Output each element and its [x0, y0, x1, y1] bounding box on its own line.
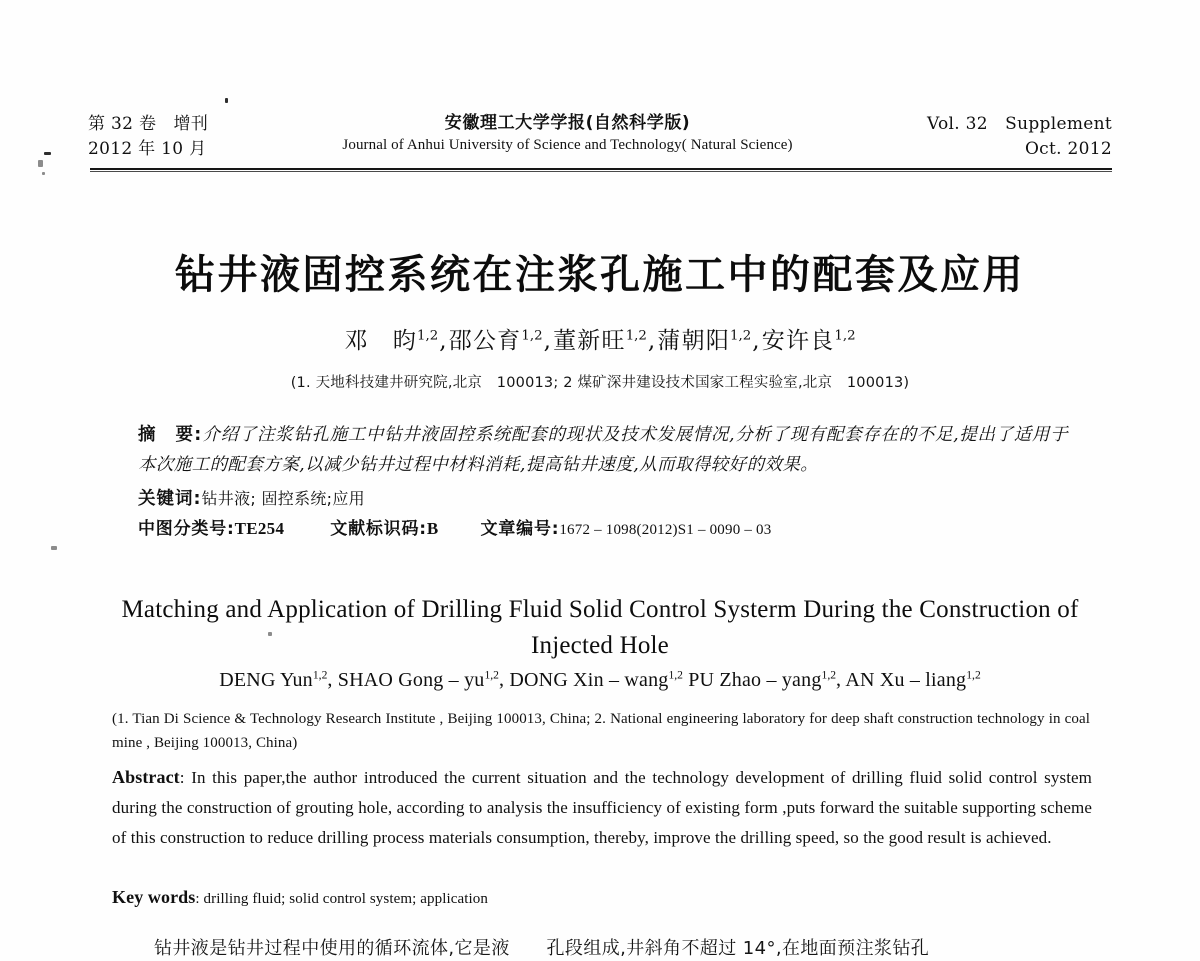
author-name-en: DENG Yun [219, 668, 313, 691]
keywords-text-cn: 钻井液; 固控系统;应用 [201, 489, 365, 508]
author-separator: , [498, 668, 510, 691]
author-name-en: SHAO Gong – yu [337, 668, 485, 691]
clc-value: TE254 [234, 519, 285, 538]
journal-name-en: Journal of Anhui University of Science and Technology( Natural Science) [342, 137, 793, 154]
scan-speck [225, 98, 228, 103]
author-affil-marker: 1,2 [668, 668, 683, 681]
affiliation-en: (1. Tian Di Science & Technology Research Institute , Beijing 100013, China; 2. National engineering laboratory for deep shaft construction technology in coal mine , Beijing 100013, China) [112, 711, 1090, 751]
author-entry [657, 328, 751, 354]
abstract-label-cn: 摘 要: [138, 425, 203, 445]
journal-name-cn: 安徽理工大学学报(自然科学版) [444, 113, 691, 133]
abstract-cn [138, 420, 1068, 480]
abstract-label-en: Abstract [112, 767, 180, 787]
author-separator: , [836, 668, 846, 691]
author-entry [344, 328, 438, 354]
date-line-cn: 2012 年 10 月 [88, 138, 207, 159]
header-divider-thin [90, 171, 1112, 172]
scan-speck [51, 546, 57, 550]
abstract-text-cn: 介绍了注浆钻孔施工中钻井液固控系统配套的现状及技术发展情况,分析了现有配套存在的不足,提出了适用于本次施工的配套方案,以减少钻井过程中材料消耗,提高钻井速度,从而取得较好的效果。 [138, 425, 1068, 475]
scan-speck [42, 172, 45, 175]
author-affil-marker: 1,2 [834, 328, 856, 344]
page-title: 钻井液固控系统在注浆孔施工中的配套及应用 [175, 252, 1025, 298]
author-entry-en [688, 669, 836, 691]
author-entry-en [509, 669, 683, 691]
scan-speck [44, 152, 51, 155]
document-code-label: 文献标识码: [330, 519, 427, 539]
volume-line-en: Vol. 32 Supplement [926, 114, 1112, 134]
author-name: 安许良 [761, 328, 835, 354]
journal-title-block [216, 112, 919, 155]
author-name: 董新旺 [553, 328, 626, 354]
author-affil-marker: 1,2 [966, 668, 981, 681]
running-head [88, 112, 1112, 161]
page-title-en: Matching and Application of Drilling Fluid Solid Control Systerm During the Construction of Injected Hole [121, 596, 1079, 659]
body-text-clipped [112, 936, 1092, 961]
author-name: 蒲朝阳 [657, 328, 731, 354]
author-name: 邵公育 [448, 328, 522, 354]
author-entry [449, 328, 543, 354]
classification-row [138, 515, 1068, 544]
chinese-abstract-block [138, 420, 1068, 544]
keywords-text-en: : drilling fluid; solid control system; application [195, 891, 488, 907]
author-separator: , [327, 668, 338, 691]
author-affil-marker: 1,2 [521, 328, 543, 344]
clc-label: 中图分类号: [138, 519, 235, 539]
body-first-line: 钻井液是钻井过程中使用的循环流体,它是液 孔段组成,井斜角不超过 14°,在地面预注浆钻孔 [154, 938, 930, 959]
abstract-en [112, 762, 1092, 853]
author-list-cn [0, 322, 1200, 355]
author-affil-marker: 1,2 [484, 668, 499, 681]
date-line-en: Oct. 2012 [1024, 138, 1112, 159]
author-name: 邓 昀 [344, 328, 418, 354]
author-separator: , [543, 328, 553, 354]
document-code-value: B [426, 519, 439, 538]
author-list-en [0, 668, 1200, 692]
author-entry [762, 328, 856, 354]
author-entry-en [219, 669, 327, 691]
keywords-en [112, 885, 1092, 911]
scan-speck [38, 160, 43, 167]
author-affil-marker: 1,2 [730, 328, 752, 344]
author-entry-en [338, 669, 499, 691]
keywords-cn [138, 485, 1068, 513]
header-divider-thick [90, 168, 1112, 170]
article-number-label: 文章编号: [480, 519, 560, 539]
keywords-label-en: Key words [112, 887, 196, 907]
author-entry-en [845, 669, 980, 691]
author-affil-marker: 1,2 [417, 328, 439, 344]
author-name-en: AN Xu – liang [845, 668, 967, 691]
abstract-text-en: : In this paper,the author introduced the current situation and the technology development of drilling fluid solid control system during the construction of grouting hole, according to analysis the insufficiency of existing form ,puts forward the suitable supporting scheme of this construction to reduce drilling process materials consumption, thereby, improve the drilling speed, so the good result is achieved. [112, 768, 1092, 847]
author-name-en: DONG Xin – wang [509, 668, 669, 691]
affiliation-cn: (1. 天地科技建井研究院,北京 100013; 2 煤矿深井建设技术国家工程实验室,北京 100013) [290, 375, 910, 391]
article-number-value: 1672 – 1098(2012)S1 – 0090 – 03 [559, 522, 772, 538]
author-entry [553, 328, 647, 354]
masthead-volume-cn [88, 112, 208, 161]
author-affil-marker: 1,2 [312, 668, 328, 681]
author-separator: , [439, 328, 448, 354]
volume-line-cn: 第 32 卷 增刊 [88, 114, 209, 134]
author-separator: , [752, 328, 761, 354]
masthead-volume-en [927, 112, 1112, 161]
author-affil-marker: 1,2 [821, 668, 837, 681]
header-divider [90, 168, 1112, 174]
keywords-label-cn: 关键词: [138, 489, 202, 509]
author-name-en: PU Zhao – yang [688, 668, 822, 691]
author-separator: , [647, 328, 657, 354]
author-affil-marker: 1,2 [625, 328, 647, 344]
